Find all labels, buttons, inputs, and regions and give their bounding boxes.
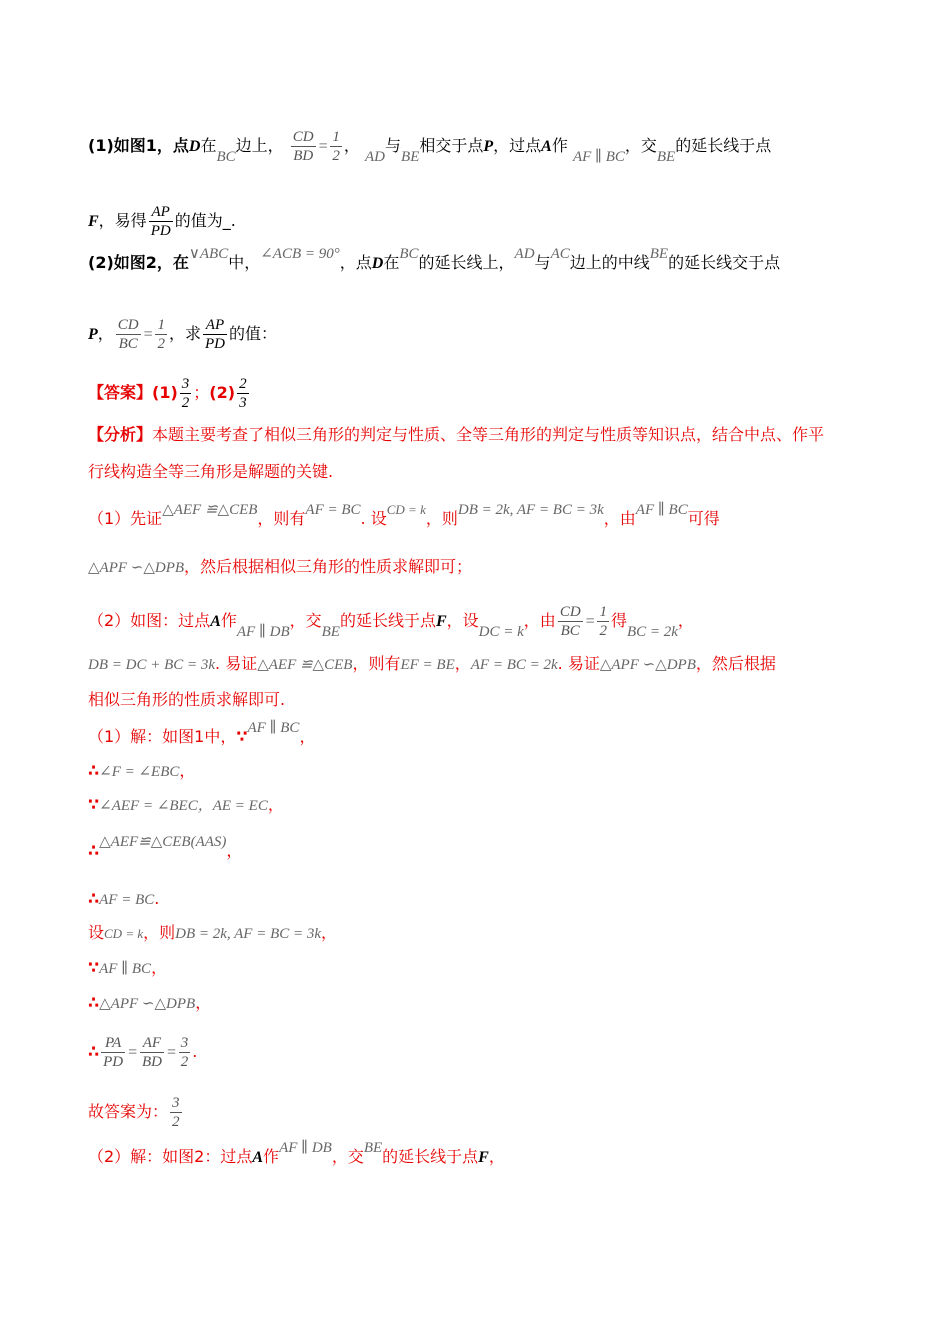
because-icon: ∵ [88, 958, 100, 977]
solution-line9: ∴ $\frac{PA}{PD}$ = $\frac{AF}{BD}$ = $\frac{3}{2}$ . [88, 1035, 198, 1070]
fraction-three-halves: $\frac{3}{2}$ [172, 1095, 180, 1130]
fraction-cd-bc: $\frac{CD}{BC}$ [559, 604, 581, 639]
q1-line2: F，易得 $\frac{AP}{PD}$ 的值为_. [88, 204, 236, 239]
solution-line7: ∵AF ∥ BC， [88, 958, 168, 977]
analysis-step4: 相似三角形的性质求解即可. [88, 690, 286, 709]
solution-line6: 设CD = k，则DB = 2k, AF = BC = 3k， [88, 923, 338, 942]
answer-fraction-2: $\frac{2}{3}$ [239, 376, 247, 411]
analysis-line1: 【分析】本题主要考查了相似三角形的判定与性质、全等三角形的判定与性质等知识点，结合中点、作平 [88, 425, 825, 444]
solution-line5: ∴AF = BC. [88, 889, 160, 908]
because-icon: ∵ [236, 727, 248, 746]
analysis-step1: （1）先证△AEF ≌△CEB，则有AF = BC. 设$^{CD = k}$，则DB = 2k, AF = BC = 3k，由AF ∥ BC可得 [88, 502, 720, 528]
fraction-three-halves: $\frac{3}{2}$ [180, 1035, 189, 1070]
fraction-one-half: $\frac{1}{2}$ [332, 129, 340, 164]
fraction-ap-pd: $\frac{AP}{PD}$ [204, 317, 225, 352]
therefore-icon: ∴ [88, 761, 100, 780]
q1-line1: (1)如图1，点D在BC边上， $\frac{CD}{BD}$ = $\frac{1}{2}$ ， AD与BE相交于点P，过点A作 AF ∥ BC，交BE的延长线于点 [88, 129, 772, 165]
fraction-one-half: $\frac{1}{2}$ [599, 604, 607, 639]
therefore-icon: ∴ [88, 841, 100, 860]
solution-line4: ∴△AEF≌△CEB(AAS)， [88, 834, 243, 860]
analysis-line2: 行线构造全等三角形是解题的关键. [88, 462, 334, 481]
solution-line3: ∵∠AEF = ∠BEC，AE = EC， [88, 795, 284, 814]
fraction-one-half: $\frac{1}{2}$ [157, 317, 165, 352]
solution-line10: 故答案为： $\frac{3}{2}$ [88, 1095, 180, 1130]
analysis-step3: DB = DC + BC = 3k. 易证△AEF ≌△CEB，则有EF = BE，AF = BC = 2k. 易证△APF ∽△DPB，然后根据 [88, 654, 776, 673]
fraction-cd-bd: $\frac{CD}{BD}$ [292, 129, 314, 164]
q2-line1: (2)如图2，在∨ABC中，∠ACB = 90°，点D在BC的延长线上，AD与AC边上的中线BE的延长线交于点 [88, 246, 781, 272]
solution-line2: ∴∠F = ∠EBC， [88, 761, 196, 780]
fraction-pa-pd: $\frac{PA}{PD}$ [103, 1035, 124, 1070]
analysis-step1-cont: △APF ∽△DPB，然后根据相似三角形的性质求解即可； [88, 557, 473, 576]
fraction-ap-pd: $\frac{AP}{PD}$ [150, 204, 171, 239]
q2-line2: P， $\frac{CD}{BC}$ = $\frac{1}{2}$ ，求 $\frac{AP}{PD}$ 的值： [88, 317, 277, 352]
solution-line11: （2）解：如图2：过点A作AF ∥ DB，交BE的延长线于点F， [88, 1140, 505, 1166]
therefore-icon: ∴ [88, 993, 100, 1012]
analysis-step2: （2）如图：过点A作AF ∥ DB，交BE的延长线于点F，设DC = k，由 $\frac{CD}{BC}$ = $\frac{1}{2}$ 得BC = 2k， [88, 604, 694, 640]
solution-line8: ∴△APF ∽△DPB， [88, 993, 212, 1012]
fraction-cd-bc: $\frac{CD}{BC}$ [117, 317, 139, 352]
answer-fraction-1: $\frac{3}{2}$ [181, 376, 190, 411]
therefore-icon: ∴ [88, 1042, 100, 1061]
therefore-icon: ∴ [88, 889, 100, 908]
because-icon: ∵ [88, 795, 100, 814]
answer-line: 【答案】(1) $\frac{3}{2}$ ；(2) $\frac{2}{3}$ [88, 376, 247, 411]
fraction-af-bd: $\frac{AF}{BD}$ [141, 1035, 162, 1070]
solution-line1: （1）解：如图1中，∵AF ∥ BC， [88, 720, 316, 746]
